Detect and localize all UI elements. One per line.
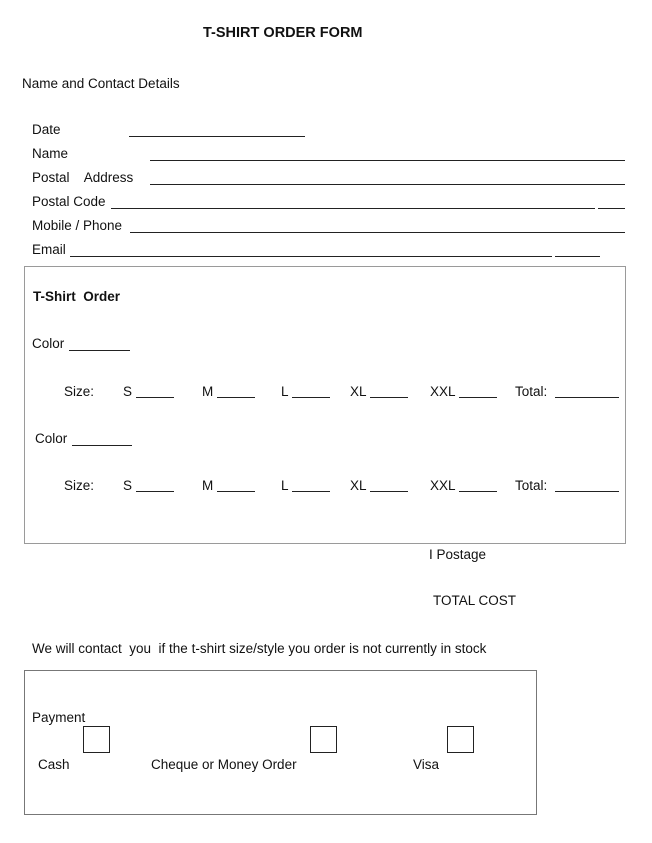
- postal-code-field-line-end: [598, 208, 625, 209]
- size-xxl-label-1: XXL: [430, 384, 456, 399]
- form-title: T-SHIRT ORDER FORM: [203, 25, 363, 41]
- date-field-line[interactable]: [129, 136, 305, 137]
- email-field-line[interactable]: [70, 256, 552, 257]
- postal-address-field-line[interactable]: [150, 184, 625, 185]
- size-xxl-label-2: XXL: [430, 478, 456, 493]
- color-label-2: Color: [35, 431, 68, 446]
- name-label: Name: [32, 146, 69, 161]
- size-l-qty-2[interactable]: [292, 491, 330, 492]
- total-label-1: Total:: [515, 384, 548, 399]
- size-xl-qty-1[interactable]: [370, 397, 408, 398]
- size-xl-label-1: XL: [350, 384, 367, 399]
- postal-address-label: Postal Address: [32, 170, 134, 185]
- size-m-label-1: M: [202, 384, 214, 399]
- payment-label: Payment: [32, 710, 86, 725]
- mobile-phone-label: Mobile / Phone: [32, 218, 123, 233]
- size-s-label-1: S: [123, 384, 133, 399]
- size-l-label-2: L: [281, 478, 289, 493]
- size-l-qty-1[interactable]: [292, 397, 330, 398]
- size-xxl-qty-2[interactable]: [459, 491, 497, 492]
- size-m-label-2: M: [202, 478, 214, 493]
- size-xxl-qty-1[interactable]: [459, 397, 497, 398]
- color-label-1: Color: [32, 336, 65, 351]
- cash-label: Cash: [38, 757, 70, 772]
- color-field-line-1[interactable]: [69, 350, 130, 351]
- total-field-1[interactable]: [555, 397, 619, 398]
- size-xl-label-2: XL: [350, 478, 367, 493]
- name-field-line[interactable]: [150, 160, 625, 161]
- total-field-2[interactable]: [555, 491, 619, 492]
- size-l-label-1: L: [281, 384, 289, 399]
- visa-label: Visa: [413, 757, 440, 772]
- contact-section-heading: Name and Contact Details: [22, 76, 180, 91]
- cheque-label: Cheque or Money Order: [151, 757, 297, 772]
- color-field-line-2[interactable]: [72, 445, 132, 446]
- postage-label: I Postage: [429, 547, 487, 562]
- mobile-phone-field-line[interactable]: [130, 232, 625, 233]
- size-label-2: Size:: [64, 478, 95, 493]
- total-label-2: Total:: [515, 478, 548, 493]
- tshirt-order-heading: T-Shirt Order: [33, 289, 121, 304]
- email-label: Email: [32, 242, 66, 257]
- size-m-qty-1[interactable]: [217, 397, 255, 398]
- stock-notice: We will contact you if the t-shirt size/style you order is not currently in stock: [32, 641, 487, 656]
- size-label-1: Size:: [64, 384, 95, 399]
- size-s-qty-2[interactable]: [136, 491, 174, 492]
- cash-checkbox[interactable]: [83, 726, 110, 753]
- postal-code-label: Postal Code: [32, 194, 106, 209]
- date-label: Date: [32, 122, 61, 137]
- postal-code-field-line[interactable]: [111, 208, 595, 209]
- total-cost-label: TOTAL COST: [433, 593, 517, 608]
- size-m-qty-2[interactable]: [217, 491, 255, 492]
- size-s-label-2: S: [123, 478, 133, 493]
- cheque-checkbox[interactable]: [310, 726, 337, 753]
- tshirt-order-box: [24, 266, 626, 544]
- visa-checkbox[interactable]: [447, 726, 474, 753]
- size-xl-qty-2[interactable]: [370, 491, 408, 492]
- email-field-line-end: [555, 256, 600, 257]
- size-s-qty-1[interactable]: [136, 397, 174, 398]
